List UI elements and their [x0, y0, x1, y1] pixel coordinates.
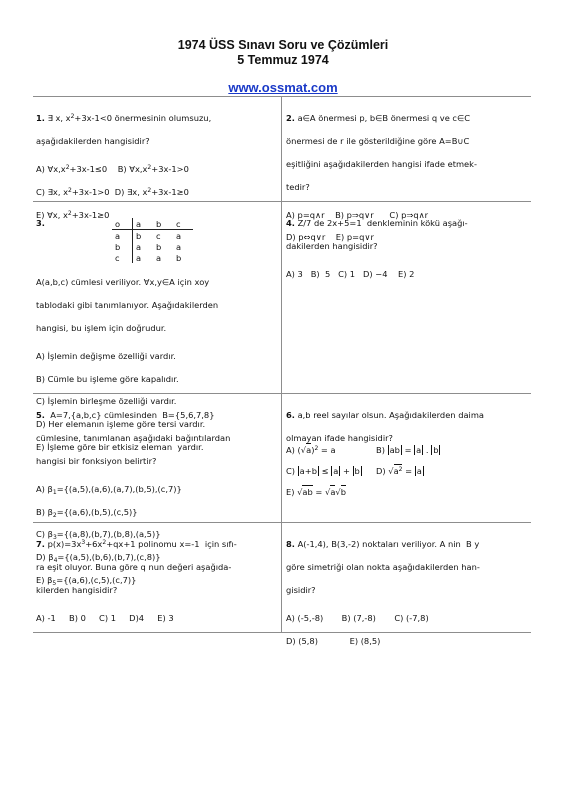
website-link[interactable]: www.ossmat.com: [228, 80, 338, 95]
question-8: 8. A(-1,4), B(3,-2) noktaları veriliyor. A nin B y göre simetriği olan nokta aşağıdakilerden han- gisidir? A) (-5,-8) B) (7,-8) C) (-7,8) D) (5,8) E) (8,5): [286, 539, 480, 646]
exam-date: 5 Temmuz 1974: [237, 53, 329, 67]
question-6-option-e: E) √ab = √a√b: [286, 487, 346, 498]
question-6-option-a: A) $(√a)^2 = a$: [286, 445, 336, 456]
operation-table: o a b c a b c a b a b a c a a b: [112, 218, 193, 263]
column-divider: [281, 96, 282, 632]
question-6-option-b: B) ab = a . b: [376, 445, 439, 456]
question-5: 5. A=7,{a,b,c} cümlesinden B={5,6,7,8} cümlesine, tanımlanan aşağıdaki bağıntılardan hangisi bir fonksiyon belirtir? A) $\beta_1=\{(a,5),(a,6),(a,7),(b,5),(c,7)\}$ B) $\beta_2=\{(a,6),(b,5),(c,5)\}$ C) $\beta_3=\{(a,8),(b,7),(b,8),(a,5)\}$ D) $\beta_4=\{(a,5),(b,6),(b,7),(c,8)\}$ E) $\beta_5=\{(a,6),(c,5),(c,7)\}$: [36, 410, 231, 588]
divider: [33, 96, 531, 97]
question-6: 6. a,b reel sayılar olsun. Aşağıdakilerden daima olmayan ifade hangisidir?: [286, 410, 485, 444]
question-6-option-d: D) $√a^2 = a$: [376, 466, 422, 477]
question-4: 4. Z/7 de 2x+5=1 denkleminin kökü aşağı- dakilerden hangisidir? A) 3 B) 5 C) 1 D) −4 E) 2: [286, 218, 468, 280]
question-6-option-c: C) a+b ≤ a + b: [286, 466, 360, 477]
question-7: 7. $p(x)=3x^3+6x^2+qx+1$ polinomu x=-1 için sıfı- ra eşit oluyor. Buna göre q nun değeri aşağıda- kilerden hangisidir? A) -1 B) 0 C) 1 D)4 E) 3: [36, 539, 237, 623]
question-3-text: A(a,b,c) cümlesi veriliyor. ∀x,y∈A için xoy tablodaki gibi tanımlanıyor. Aşağıdakilerden hangisi, bu işlem için doğrudur. A) İşlemin değişme özelliği vardır. B) Cümle bu işleme göre kapalıdır. C) İşlemin birleşme özelliği vardır. D) Her elemanın işleme göre tersi vardır. E) İşleme göre bir etkisiz eleman yardır.: [36, 277, 219, 453]
question-3: 3.: [36, 218, 45, 229]
question-1: 1. ∃ x, $x^2+3x-1<0$ önermesinin olumsuzu, aşağıdakilerden hangisidir? A) $\forall x,x^2+3x-1\le 0$ B) $\forall x,x^2+3x-1>0$ C) ∃x, $x^2+3x-1>0$ D) ∃x, $x^2+3x-1\ge 0$ E) ∀x, $x^2+3x-1\ge 0$: [36, 113, 212, 220]
question-2: 2. a∈A önermesi p, b∈B önermesi q ve c∈C önermesi de r ile gösterildiğine göre A=B∪C eşitliğini aşağıdakilerden hangisi ifade etmek- tedir? A) p=q∧r B) p⇒q∨r C) p⇒q∧r D) p⇔q∨r E) p=q∨r: [286, 113, 477, 243]
page-title: 1974 ÜSS Sınavı Soru ve Çözümleri: [177, 38, 389, 52]
